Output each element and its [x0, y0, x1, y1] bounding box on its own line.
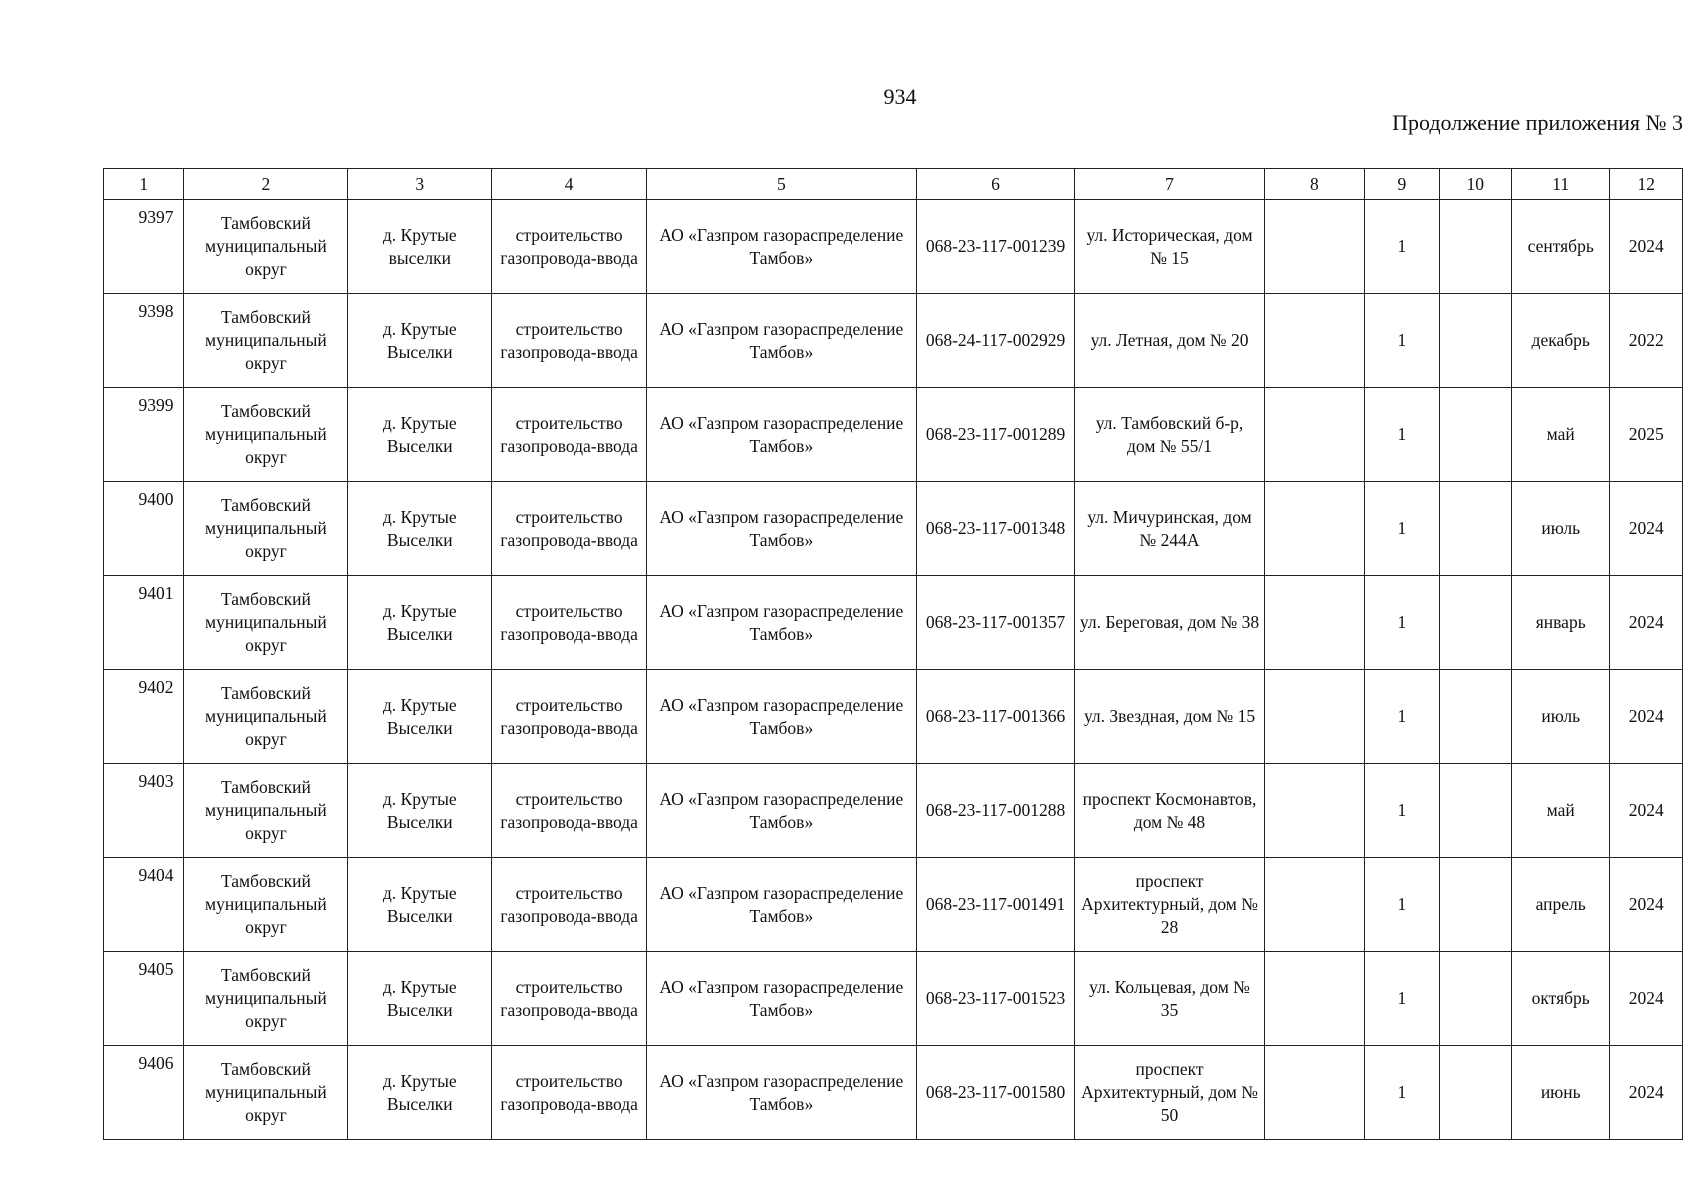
settlement-cell: д. Крутые выселки [348, 200, 492, 294]
work-type-cell: строительство газопровода-ввода [492, 388, 647, 482]
col-8-cell [1264, 1046, 1365, 1140]
address-cell: проспект Архитектурный, дом № 28 [1075, 858, 1264, 952]
table-row [104, 200, 1683, 294]
column-header: 1 [104, 169, 184, 200]
request-number-cell: 068-23-117-001348 [916, 482, 1075, 576]
row-number-cell: 9403 [104, 764, 184, 858]
settlement-cell: д. Крутые Выселки [348, 670, 492, 764]
municipality-cell: Тамбовский муниципальный округ [184, 764, 348, 858]
table-row [104, 858, 1683, 952]
column-header: 5 [647, 169, 917, 200]
col-10-cell [1439, 858, 1511, 952]
work-type-cell: строительство газопровода-ввода [492, 200, 647, 294]
col-8-cell [1264, 764, 1365, 858]
month-cell: июль [1511, 482, 1610, 576]
municipality-cell: Тамбовский муниципальный округ [184, 576, 348, 670]
month-cell: май [1511, 764, 1610, 858]
year-cell: 2024 [1610, 670, 1683, 764]
page-number: 934 [883, 84, 917, 109]
col-10-cell [1439, 294, 1511, 388]
municipality-cell: Тамбовский муниципальный округ [184, 200, 348, 294]
organization-cell: АО «Газпром газораспределение Тамбов» [647, 576, 917, 670]
work-type-cell: строительство газопровода-ввода [492, 952, 647, 1046]
header-row [104, 169, 1683, 200]
request-number-cell: 068-23-117-001523 [916, 952, 1075, 1046]
row-number-cell: 9401 [104, 576, 184, 670]
column-header: 7 [1075, 169, 1264, 200]
month-cell: июнь [1511, 1046, 1610, 1140]
municipality-cell: Тамбовский муниципальный округ [184, 482, 348, 576]
column-header: 9 [1365, 169, 1439, 200]
col-10-cell [1439, 482, 1511, 576]
quantity-cell: 1 [1365, 388, 1439, 482]
quantity-cell: 1 [1365, 1046, 1439, 1140]
column-header: 4 [492, 169, 647, 200]
organization-cell: АО «Газпром газораспределение Тамбов» [647, 294, 917, 388]
settlement-cell: д. Крутые Выселки [348, 1046, 492, 1140]
request-number-cell: 068-23-117-001357 [916, 576, 1075, 670]
year-cell: 2025 [1610, 388, 1683, 482]
column-header: 3 [348, 169, 492, 200]
address-cell: ул. Летная, дом № 20 [1075, 294, 1264, 388]
work-type-cell: строительство газопровода-ввода [492, 576, 647, 670]
row-number-cell: 9402 [104, 670, 184, 764]
organization-cell: АО «Газпром газораспределение Тамбов» [647, 952, 917, 1046]
month-cell: апрель [1511, 858, 1610, 952]
table-row [104, 482, 1683, 576]
address-cell: ул. Тамбовский б-р, дом № 55/1 [1075, 388, 1264, 482]
table-row [104, 952, 1683, 1046]
table-row [104, 764, 1683, 858]
month-cell: июль [1511, 670, 1610, 764]
organization-cell: АО «Газпром газораспределение Тамбов» [647, 388, 917, 482]
table-row [104, 294, 1683, 388]
col-10-cell [1439, 764, 1511, 858]
municipality-cell: Тамбовский муниципальный округ [184, 1046, 348, 1140]
quantity-cell: 1 [1365, 200, 1439, 294]
col-10-cell [1439, 388, 1511, 482]
address-cell: проспект Космонавтов, дом № 48 [1075, 764, 1264, 858]
organization-cell: АО «Газпром газораспределение Тамбов» [647, 200, 917, 294]
month-cell: январь [1511, 576, 1610, 670]
work-type-cell: строительство газопровода-ввода [492, 294, 647, 388]
year-cell: 2024 [1610, 952, 1683, 1046]
row-number-cell: 9404 [104, 858, 184, 952]
work-type-cell: строительство газопровода-ввода [492, 858, 647, 952]
settlement-cell: д. Крутые Выселки [348, 388, 492, 482]
quantity-cell: 1 [1365, 576, 1439, 670]
address-cell: ул. Звездная, дом № 15 [1075, 670, 1264, 764]
work-type-cell: строительство газопровода-ввода [492, 670, 647, 764]
settlement-cell: д. Крутые Выселки [348, 764, 492, 858]
quantity-cell: 1 [1365, 482, 1439, 576]
settlement-cell: д. Крутые Выселки [348, 482, 492, 576]
year-cell: 2024 [1610, 1046, 1683, 1140]
column-header: 2 [184, 169, 348, 200]
quantity-cell: 1 [1365, 952, 1439, 1046]
settlement-cell: д. Крутые Выселки [348, 294, 492, 388]
row-number-cell: 9400 [104, 482, 184, 576]
request-number-cell: 068-23-117-001288 [916, 764, 1075, 858]
month-cell: октябрь [1511, 952, 1610, 1046]
table-row [104, 670, 1683, 764]
table-row [104, 576, 1683, 670]
municipality-cell: Тамбовский муниципальный округ [184, 388, 348, 482]
col-8-cell [1264, 388, 1365, 482]
col-8-cell [1264, 670, 1365, 764]
year-cell: 2024 [1610, 200, 1683, 294]
col-10-cell [1439, 670, 1511, 764]
table-row [104, 388, 1683, 482]
year-cell: 2024 [1610, 482, 1683, 576]
address-cell: ул. Мичуринская, дом № 244А [1075, 482, 1264, 576]
municipality-cell: Тамбовский муниципальный округ [184, 858, 348, 952]
organization-cell: АО «Газпром газораспределение Тамбов» [647, 858, 917, 952]
column-header: 10 [1439, 169, 1511, 200]
request-number-cell: 068-23-117-001289 [916, 388, 1075, 482]
address-cell: ул. Кольцевая, дом № 35 [1075, 952, 1264, 1046]
col-8-cell [1264, 576, 1365, 670]
col-8-cell [1264, 858, 1365, 952]
col-10-cell [1439, 576, 1511, 670]
quantity-cell: 1 [1365, 858, 1439, 952]
month-cell: декабрь [1511, 294, 1610, 388]
settlement-cell: д. Крутые Выселки [348, 576, 492, 670]
work-type-cell: строительство газопровода-ввода [492, 482, 647, 576]
col-10-cell [1439, 1046, 1511, 1140]
year-cell: 2024 [1610, 858, 1683, 952]
work-type-cell: строительство газопровода-ввода [492, 764, 647, 858]
col-8-cell [1264, 294, 1365, 388]
year-cell: 2024 [1610, 764, 1683, 858]
settlement-cell: д. Крутые Выселки [348, 858, 492, 952]
appendix-title: Продолжение приложения № 3 [1392, 110, 1683, 135]
quantity-cell: 1 [1365, 294, 1439, 388]
organization-cell: АО «Газпром газораспределение Тамбов» [647, 764, 917, 858]
row-number-cell: 9397 [104, 200, 184, 294]
year-cell: 2024 [1610, 576, 1683, 670]
settlement-cell: д. Крутые Выселки [348, 952, 492, 1046]
request-number-cell: 068-23-117-001239 [916, 200, 1075, 294]
address-cell: проспект Архитектурный, дом № 50 [1075, 1046, 1264, 1140]
municipality-cell: Тамбовский муниципальный округ [184, 952, 348, 1046]
municipality-cell: Тамбовский муниципальный округ [184, 294, 348, 388]
row-number-cell: 9398 [104, 294, 184, 388]
organization-cell: АО «Газпром газораспределение Тамбов» [647, 1046, 917, 1140]
request-number-cell: 068-23-117-001366 [916, 670, 1075, 764]
quantity-cell: 1 [1365, 670, 1439, 764]
column-header: 12 [1610, 169, 1683, 200]
data-table [103, 168, 1683, 1140]
row-number-cell: 9405 [104, 952, 184, 1046]
table-row [104, 1046, 1683, 1140]
address-cell: ул. Береговая, дом № 38 [1075, 576, 1264, 670]
col-8-cell [1264, 200, 1365, 294]
column-header: 11 [1511, 169, 1610, 200]
col-10-cell [1439, 952, 1511, 1046]
col-8-cell [1264, 952, 1365, 1046]
column-header: 8 [1264, 169, 1365, 200]
organization-cell: АО «Газпром газораспределение Тамбов» [647, 670, 917, 764]
quantity-cell: 1 [1365, 764, 1439, 858]
request-number-cell: 068-23-117-001491 [916, 858, 1075, 952]
work-type-cell: строительство газопровода-ввода [492, 1046, 647, 1140]
month-cell: сентябрь [1511, 200, 1610, 294]
column-header: 6 [916, 169, 1075, 200]
col-8-cell [1264, 482, 1365, 576]
request-number-cell: 068-24-117-002929 [916, 294, 1075, 388]
address-cell: ул. Историческая, дом № 15 [1075, 200, 1264, 294]
request-number-cell: 068-23-117-001580 [916, 1046, 1075, 1140]
row-number-cell: 9399 [104, 388, 184, 482]
municipality-cell: Тамбовский муниципальный округ [184, 670, 348, 764]
organization-cell: АО «Газпром газораспределение Тамбов» [647, 482, 917, 576]
col-10-cell [1439, 200, 1511, 294]
row-number-cell: 9406 [104, 1046, 184, 1140]
year-cell: 2022 [1610, 294, 1683, 388]
month-cell: май [1511, 388, 1610, 482]
